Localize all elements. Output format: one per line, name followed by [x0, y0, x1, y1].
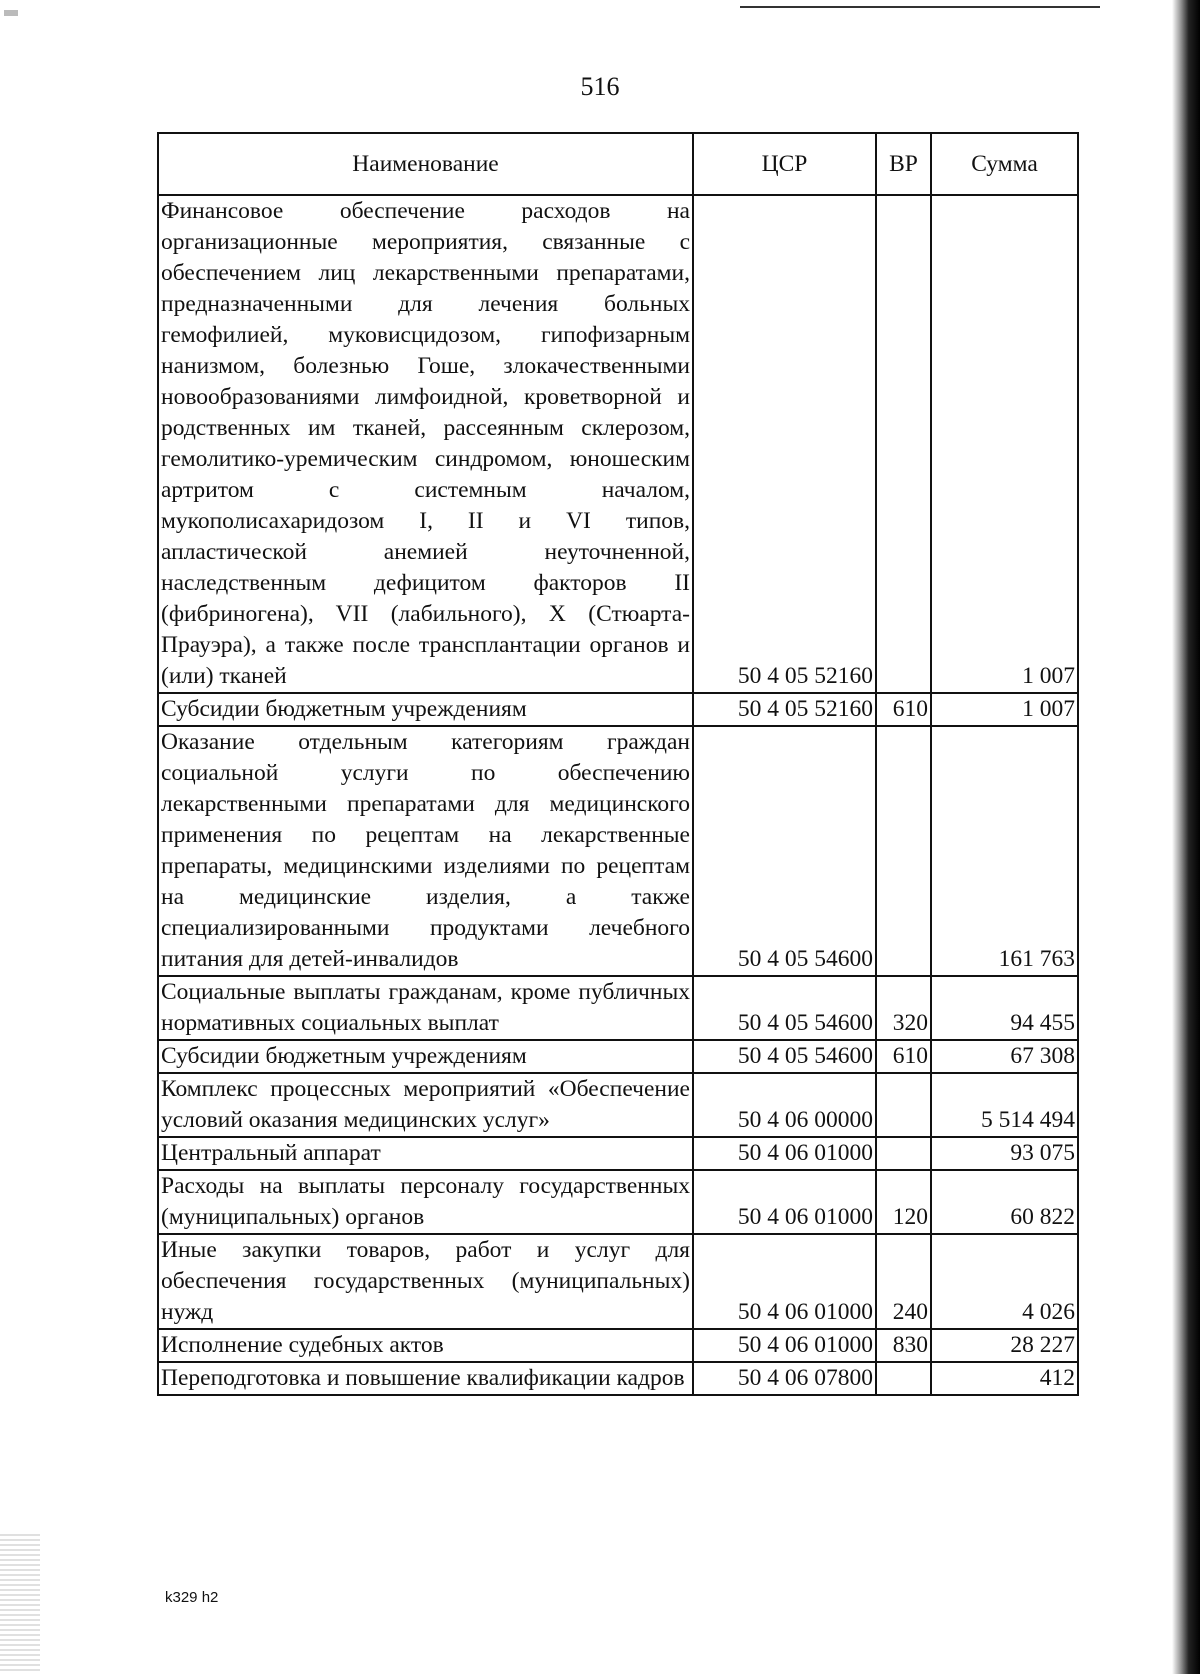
scan-right-edge-shadow	[1172, 0, 1200, 1674]
cell-name: Переподготовка и повышение квалификации кадров	[158, 1362, 693, 1395]
table-body	[158, 195, 1078, 1395]
cell-vr: 610	[876, 693, 931, 726]
table-row	[158, 195, 1078, 693]
table-row	[158, 1362, 1078, 1395]
cell-sum: 1 007	[931, 195, 1078, 693]
cell-csr: 50 4 05 54600	[693, 1040, 876, 1073]
cell-csr: 50 4 06 01000	[693, 1329, 876, 1362]
cell-vr	[876, 1137, 931, 1170]
table-row	[158, 976, 1078, 1040]
cell-sum: 60 822	[931, 1170, 1078, 1234]
cell-name: Финансовое обеспечение расходов на организационные мероприятия, связанные с обеспечением лиц лекарственными препаратами, предназначенными для лечения больных гемофилией, муковисцидозом, гипофизарным нанизмом, болезнью Гоше, злокачественными новообразованиями лимфоидной, кроветворной и родственных им тканей, рассеянным склерозом, гемолитико-уремическим синдромом, юношеским артритом с системным началом, мукополисахаридозом I, II и VI типов, апластической анемией неуточненной, наследственным дефицитом факторов II (фибриногена), VII (лабильного), X (Стюарта-Прауэра), а также после трансплантации органов и (или) тканей	[158, 195, 693, 693]
page-number: 516	[580, 72, 620, 101]
cell-name: Центральный аппарат	[158, 1137, 693, 1170]
budget-table	[157, 132, 1079, 1396]
cell-csr: 50 4 05 52160	[693, 195, 876, 693]
scan-top-rule	[740, 6, 1100, 8]
header-vr: ВР	[876, 133, 931, 195]
cell-vr	[876, 1073, 931, 1137]
cell-csr: 50 4 05 54600	[693, 976, 876, 1040]
cell-csr: 50 4 06 07800	[693, 1362, 876, 1395]
footer-code: k329 h2	[165, 1589, 219, 1606]
cell-csr: 50 4 06 00000	[693, 1073, 876, 1137]
table-row	[158, 1329, 1078, 1362]
cell-vr: 830	[876, 1329, 931, 1362]
table-row	[158, 1040, 1078, 1073]
cell-name: Исполнение судебных актов	[158, 1329, 693, 1362]
cell-name: Субсидии бюджетным учреждениям	[158, 1040, 693, 1073]
table-row	[158, 1137, 1078, 1170]
cell-vr: 240	[876, 1234, 931, 1329]
cell-csr: 50 4 05 52160	[693, 693, 876, 726]
cell-csr: 50 4 06 01000	[693, 1137, 876, 1170]
cell-sum: 67 308	[931, 1040, 1078, 1073]
table-row	[158, 693, 1078, 726]
cell-vr: 320	[876, 976, 931, 1040]
cell-name: Социальные выплаты гражданам, кроме публичных нормативных социальных выплат	[158, 976, 693, 1040]
table-row	[158, 1073, 1078, 1137]
table-header-row	[158, 133, 1078, 195]
table-row	[158, 1234, 1078, 1329]
cell-sum: 94 455	[931, 976, 1078, 1040]
header-csr: ЦСР	[693, 133, 876, 195]
cell-vr	[876, 726, 931, 976]
cell-vr: 610	[876, 1040, 931, 1073]
cell-sum: 5 514 494	[931, 1073, 1078, 1137]
cell-vr	[876, 195, 931, 693]
cell-sum: 4 026	[931, 1234, 1078, 1329]
cell-name: Иные закупки товаров, работ и услуг для обеспечения государственных (муниципальных) нужд	[158, 1234, 693, 1329]
scan-noise	[0, 1534, 40, 1674]
cell-name: Комплекс процессных мероприятий «Обеспечение условий оказания медицинских услуг»	[158, 1073, 693, 1137]
cell-name: Расходы на выплаты персоналу государственных (муниципальных) органов	[158, 1170, 693, 1234]
cell-csr: 50 4 06 01000	[693, 1170, 876, 1234]
cell-csr: 50 4 06 01000	[693, 1234, 876, 1329]
cell-sum: 93 075	[931, 1137, 1078, 1170]
cell-name: Оказание отдельным категориям граждан социальной услуги по обеспечению лекарственными препаратами для медицинского применения по рецептам на лекарственные препараты, медицинскими изделиями по рецептам на медицинские изделия, а также специализированными продуктами лечебного питания для детей-инвалидов	[158, 726, 693, 976]
cell-sum: 161 763	[931, 726, 1078, 976]
header-sum: Сумма	[931, 133, 1078, 195]
cell-csr: 50 4 05 54600	[693, 726, 876, 976]
cell-vr	[876, 1362, 931, 1395]
cell-vr: 120	[876, 1170, 931, 1234]
cell-sum: 1 007	[931, 693, 1078, 726]
cell-sum: 28 227	[931, 1329, 1078, 1362]
header-name: Наименование	[158, 133, 693, 195]
table-row	[158, 1170, 1078, 1234]
cell-sum: 412	[931, 1362, 1078, 1395]
cell-name: Субсидии бюджетным учреждениям	[158, 693, 693, 726]
scan-speck	[4, 10, 18, 16]
table-row	[158, 726, 1078, 976]
